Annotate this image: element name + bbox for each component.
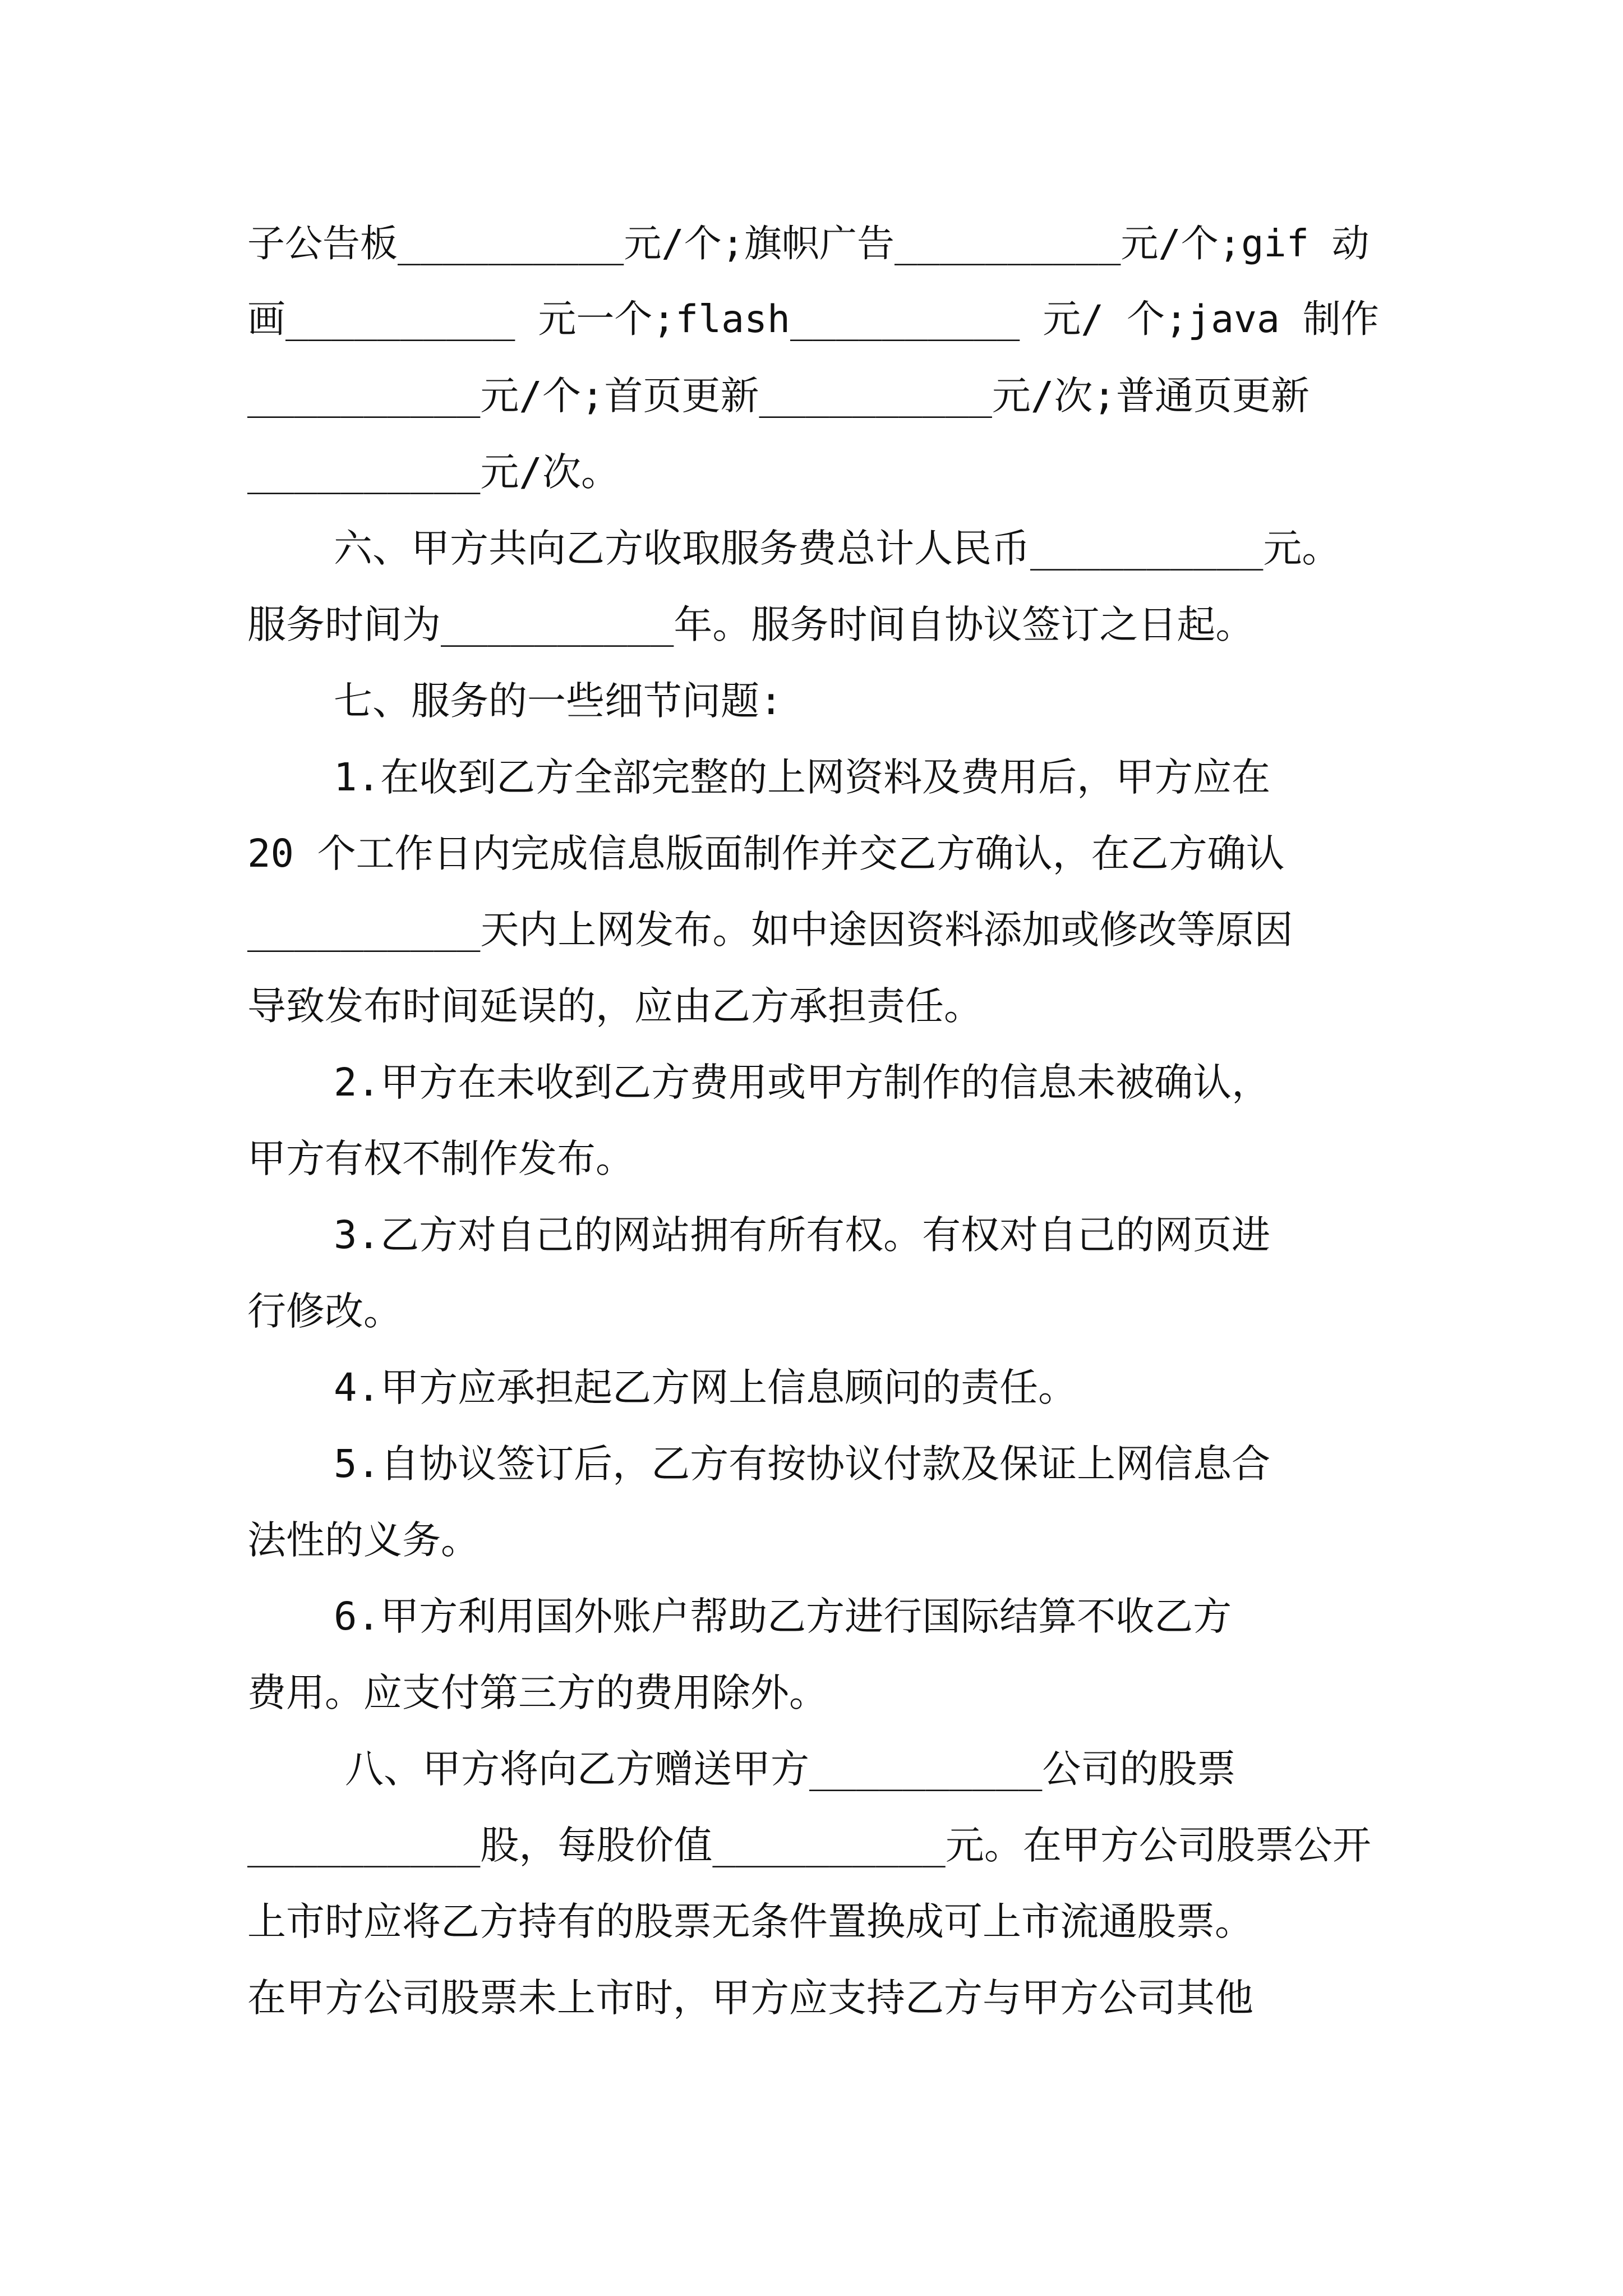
text-line: 七、服务的一些细节问题: bbox=[334, 679, 783, 724]
text-line: 八、甲方将向乙方赠送甲方__________公司的股票 bbox=[345, 1747, 1236, 1792]
text-line: 上市时应将乙方持有的股票无条件置换成可上市流通股票。 bbox=[247, 1899, 1253, 1944]
text-line: __________元/个;首页更新__________元/次;普通页更新 bbox=[247, 374, 1310, 418]
text-line: 20 个工作日内完成信息版面制作并交乙方确认，在乙方确认 bbox=[247, 831, 1285, 876]
text-line: __________股，每股价值__________元。在甲方公司股票公开 bbox=[247, 1823, 1371, 1868]
text-line: 3.乙方对自己的网站拥有所有权。有权对自己的网页进 bbox=[334, 1213, 1271, 1258]
text-line: 在甲方公司股票未上市时，甲方应支持乙方与甲方公司其他 bbox=[247, 1976, 1253, 2021]
text-line: __________天内上网发布。如中途因资料添加或修改等原因 bbox=[247, 908, 1293, 953]
text-line: 4.甲方应承担起乙方网上信息顾问的责任。 bbox=[334, 1365, 1077, 1410]
text-line: 费用。应支付第三方的费用除外。 bbox=[247, 1671, 828, 1715]
text-line: 导致发布时间延误的，应由乙方承担责任。 bbox=[247, 984, 983, 1029]
text-line: 1.在收到乙方全部完整的上网资料及费用后，甲方应在 bbox=[334, 755, 1271, 800]
text-line: __________元/次。 bbox=[247, 450, 620, 495]
text-line: 画__________ 元一个;flash__________ 元/ 个;java 制作 bbox=[247, 297, 1379, 342]
text-line: 5.自协议签订后，乙方有按协议付款及保证上网信息合 bbox=[334, 1442, 1271, 1487]
text-line: 法性的义务。 bbox=[247, 1518, 479, 1563]
text-line: 甲方有权不制作发布。 bbox=[247, 1137, 634, 1181]
text-line: 子公告板__________元/个;旗帜广告__________元/个;gif 动 bbox=[247, 222, 1370, 265]
text-line: 六、甲方共向乙方收取服务费总计人民币__________元。 bbox=[334, 526, 1341, 571]
text-line: 6.甲方利用国外账户帮助乙方进行国际结算不收乙方 bbox=[334, 1594, 1232, 1639]
text-line: 行修改。 bbox=[247, 1289, 402, 1334]
text-line: 2.甲方在未收到乙方费用或甲方制作的信息未被确认， bbox=[334, 1060, 1271, 1105]
text-line: 服务时间为__________年。服务时间自协议签订之日起。 bbox=[247, 602, 1255, 647]
